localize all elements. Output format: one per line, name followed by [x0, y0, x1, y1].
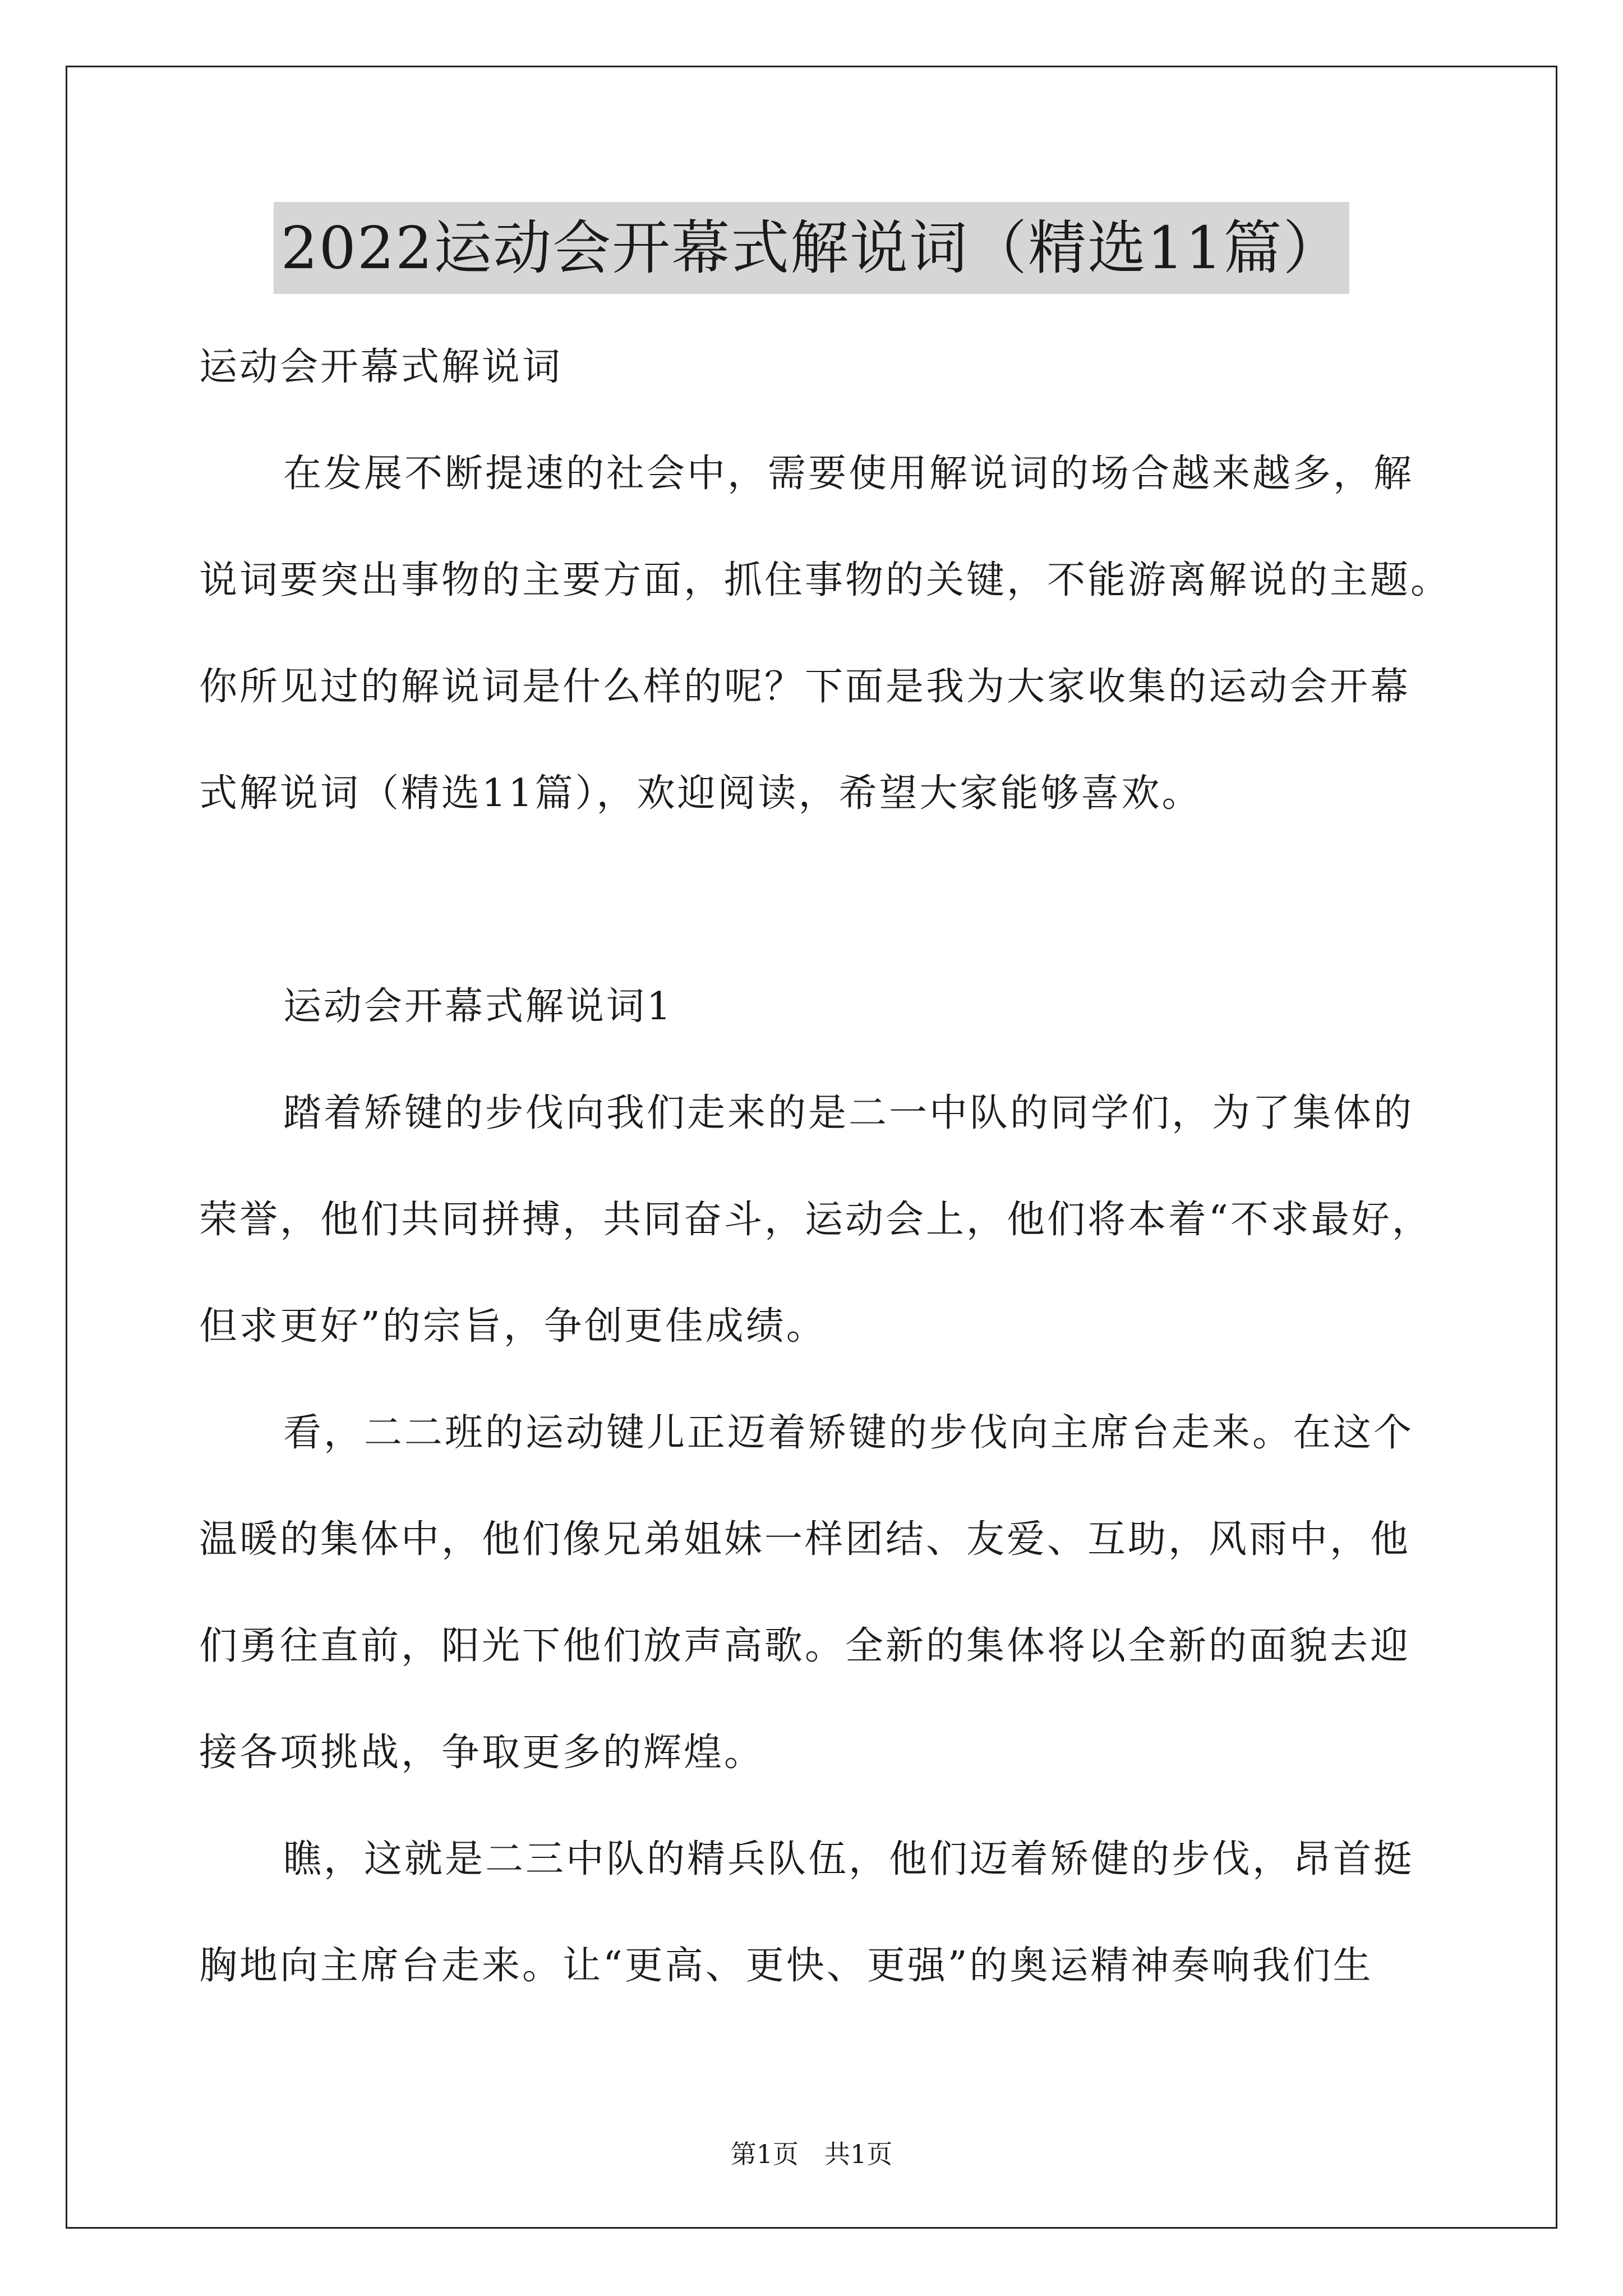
intro-line: 说词要突出事物的主要方面，抓住事物的关键，不能游离解说的主题。 [199, 558, 1451, 602]
paragraph-1 [199, 1060, 1436, 1380]
paragraph-line: 们勇往直前，阳光下他们放声高歌。全新的集体将以全新的面貌去迎 [199, 1624, 1411, 1668]
title-container [0, 202, 1623, 294]
intro-line: 式解说词（精选11篇），欢迎阅读，希望大家能够喜欢。 [199, 771, 1202, 816]
document-subtitle: 运动会开幕式解说词 [199, 345, 563, 389]
paragraph-line: 荣誉，他们共同拼搏，共同奋斗，运动会上，他们将本着“不求最好， [199, 1198, 1432, 1242]
document-title: 2022运动会开幕式解说词（精选11篇） [274, 202, 1349, 294]
intro-line: 在发展不断提速的社会中，需要使用解说词的场合越来越多，解 [283, 452, 1414, 496]
paragraph-line: 瞧，这就是二三中队的精兵队伍，他们迈着矫健的步伐，昂首挺 [283, 1837, 1414, 1881]
paragraph-line: 温暖的集体中，他们像兄弟姐妹一样团结、友爱、互助，风雨中，他 [199, 1517, 1411, 1562]
paragraph-3 [199, 1806, 1436, 2019]
paragraph-line: 胸地向主席台走来。让“更高、更快、更强”的奥运精神奏响我们生 [199, 1944, 1373, 1988]
document-body [199, 314, 1451, 2019]
page-footer: 第1页 共1页 [730, 2139, 893, 2169]
paragraph-line: 踏着矫键的步伐向我们走来的是二一中队的同学们，为了集体的 [283, 1091, 1414, 1135]
paragraph-line: 接各项挑战，争取更多的辉煌。 [199, 1731, 765, 1775]
intro-line: 你所见过的解说词是什么样的呢？下面是我为大家收集的运动会开幕 [199, 665, 1411, 709]
intro-paragraph [199, 421, 1451, 847]
paragraph-2 [199, 1380, 1436, 1806]
section-heading: 运动会开幕式解说词1 [283, 984, 674, 1029]
section-spacer [199, 847, 1436, 954]
paragraph-line: 看，二二班的运动键儿正迈着矫键的步伐向主席台走来。在这个 [283, 1411, 1414, 1455]
paragraph-line: 但求更好”的宗旨，争创更佳成绩。 [199, 1304, 827, 1349]
